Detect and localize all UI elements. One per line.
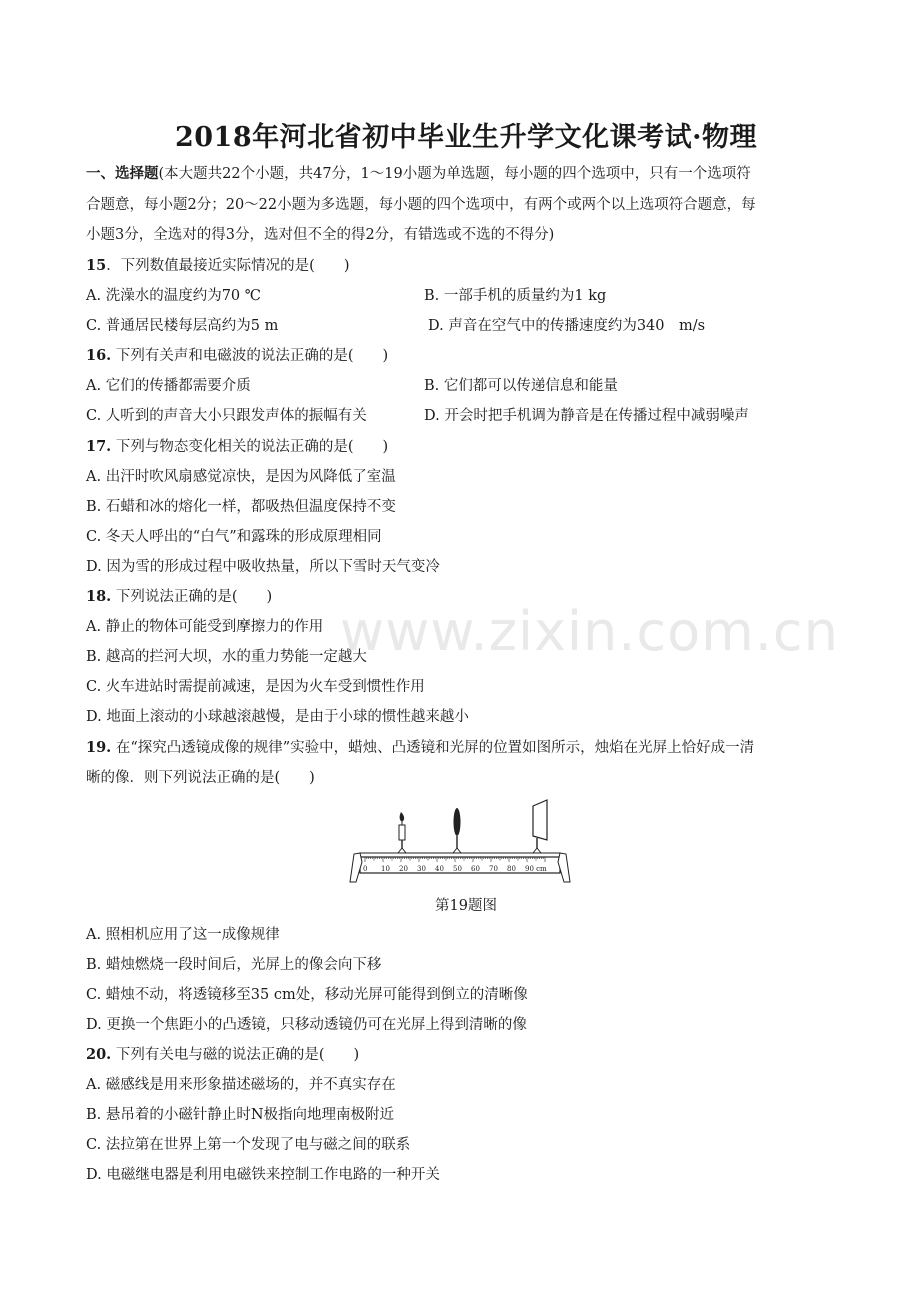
ruler-tick-label: 70: [489, 865, 498, 873]
q19-stem-line-2: 晰的像．则下列说法正确的是( ): [86, 770, 315, 786]
q20-number: 20.: [86, 1046, 112, 1063]
q15-options-row-1: [86, 285, 607, 307]
q16-stem-text: 下列有关声和电磁波的说法正确的是( ): [111, 348, 389, 364]
section-heading: 一、选择题: [86, 165, 159, 182]
q17-option-d: D. 因为雪的形成过程中吸收热量，所以下雪时天气变冷: [86, 559, 440, 575]
q20-stem-text: 下列有关电与磁的说法正确的是( ): [111, 1047, 360, 1063]
ruler-tick-label: 20: [399, 865, 408, 873]
q17-option-a: A. 出汗时吹风扇感觉凉快，是因为风降低了室温: [86, 469, 396, 485]
candle-icon: [398, 812, 406, 853]
ruler-tick-label: 30: [417, 865, 426, 873]
ruler-tick-label: 40: [435, 865, 444, 873]
convex-lens-icon: [453, 808, 461, 853]
watermark: www.zixin.com.cn: [340, 600, 839, 663]
q19-number: 19.: [86, 739, 112, 756]
q15-stem-text: ．下列数值最接近实际情况的是( ): [106, 258, 350, 274]
q20-option-a: A. 磁感线是用来形象描述磁场的，并不真实存在: [86, 1077, 396, 1093]
q20-stem: [86, 1044, 359, 1066]
q15-number: 15: [86, 257, 107, 274]
q18-option-c: C. 火车进站时需提前减速，是因为火车受到惯性作用: [86, 679, 425, 695]
q15-option-d: D. 声音在空气中的传播速度约为340 m/s: [428, 318, 706, 334]
q18-stem-text: 下列说法正确的是( ): [111, 589, 273, 605]
q17-option-c: C. 冬天人呼出的“白气”和露珠的形成原理相同: [86, 529, 382, 545]
q18-option-a: A. 静止的物体可能受到摩擦力的作用: [86, 619, 324, 635]
ruler-tick-label: 90 cm: [525, 865, 547, 873]
q17-stem: [86, 436, 388, 458]
q19-stem-text-1: 在“探究凸透镜成像的规律”实验中，蜡烛、凸透镜和光屏的位置如图所示，烛焰在光屏上恰好成一清: [111, 740, 755, 756]
q20-option-b: B. 悬吊着的小磁针静止时N极指向地理南极附近: [86, 1107, 395, 1123]
section-intro-line-1: [86, 163, 751, 185]
q16-option-c: C. 人听到的声音大小只跟发声体的振幅有关: [86, 408, 367, 424]
q20-option-d: D. 电磁继电器是利用电磁铁来控制工作电路的一种开关: [86, 1167, 440, 1183]
figure-caption: 第19题图: [435, 898, 497, 914]
q16-options-row-1: [86, 375, 618, 397]
q15-options-row-2: [86, 315, 706, 337]
q16-number: 16.: [86, 347, 112, 364]
q16-option-b: B. 它们都可以传递信息和能量: [424, 378, 618, 394]
page-title: 2018年河北省初中毕业生升学文化课考试·物理: [174, 122, 758, 153]
q15-option-a: A. 洗澡水的温度约为70 ℃: [86, 288, 261, 304]
section-intro-line-3: 小题3分，全选对的得3分，选对但不全的得2分，有错选或不选的不得分): [86, 227, 555, 243]
q19-stem-line-1: [86, 737, 754, 759]
q16-stem: [86, 345, 388, 367]
ruler-tick-label: 50: [453, 865, 462, 873]
q15-option-b: B. 一部手机的质量约为1 kg: [424, 288, 607, 304]
q18-option-d: D. 地面上滚动的小球越滚越慢，是由于小球的惯性越来越小: [86, 709, 469, 725]
q19-option-a: A. 照相机应用了这一成像规律: [86, 927, 280, 943]
q16-option-d: D. 开会时把手机调为静音是在传播过程中减弱噪声: [424, 408, 749, 424]
q18-stem: [86, 586, 272, 608]
q16-option-a: A. 它们的传播都需要介质: [86, 378, 251, 394]
ruler-tick-label: 60: [471, 865, 480, 873]
q15-option-c: C. 普通居民楼每层高约为5 m: [86, 318, 279, 334]
q17-number: 17.: [86, 438, 112, 455]
q15-stem: [86, 255, 350, 277]
q19-option-c: C. 蜡烛不动，将透镜移至35 cm处，移动光屏可能得到倒立的清晰像: [86, 987, 528, 1003]
optical-bench-figure: [348, 796, 580, 888]
q20-option-c: C. 法拉第在世界上第一个发现了电与磁之间的联系: [86, 1137, 411, 1153]
ruler-tick-label: 80: [507, 865, 516, 873]
q17-option-b: B. 石蜡和冰的熔化一样，都吸热但温度保持不变: [86, 499, 396, 515]
light-screen-icon: [533, 800, 547, 853]
section-intro-text-1: (本大题共22个小题，共47分，1～19小题为单选题，每小题的四个选项中，只有一个选项符: [158, 166, 751, 182]
q19-option-b: B. 蜡烛燃烧一段时间后，光屏上的像会向下移: [86, 957, 382, 973]
q16-options-row-2: [86, 405, 749, 427]
q19-option-d: D. 更换一个焦距小的凸透镜，只移动透镜仍可在光屏上得到清晰的像: [86, 1017, 527, 1033]
ruler-tick-label: 10: [381, 865, 390, 873]
q17-stem-text: 下列与物态变化相关的说法正确的是( ): [111, 439, 389, 455]
section-intro-line-2: 合题意，每小题2分；20～22小题为多选题，每小题的四个选项中，有两个或两个以上选项符合题意，每: [86, 197, 756, 213]
q18-number: 18.: [86, 588, 112, 605]
q18-option-b: B. 越高的拦河大坝，水的重力势能一定越大: [86, 649, 367, 665]
ruler-tick-label: 0: [363, 865, 368, 873]
